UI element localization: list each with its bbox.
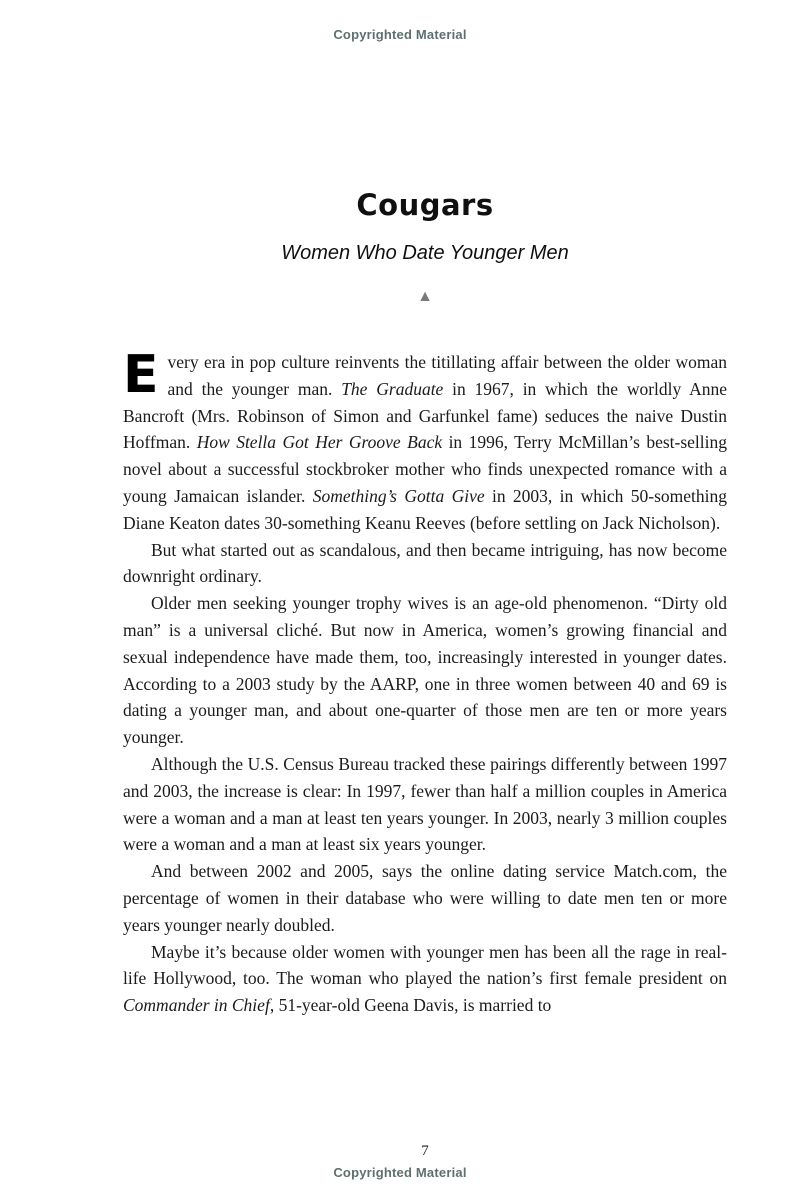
paragraph bbox=[123, 537, 727, 591]
paragraph bbox=[123, 939, 727, 1019]
plain-text: Maybe it’s because older women with younger men has been all the rage in real-life Hollywood, too. The woman who played the nation’s first female president on bbox=[123, 941, 727, 989]
plain-text: in 1996, Terry McMillan’s best-selling novel about a successful stockbroker mother who finds unexpected romance with a young Jamaican islander. bbox=[123, 432, 728, 506]
chapter-title: Cougars bbox=[356, 188, 494, 222]
plain-text: in 2003, in which 50-something Diane Keaton dates 30-something Keanu Reeves (before settling on Jack Nicholson). bbox=[123, 485, 727, 533]
drop-cap: E bbox=[123, 345, 159, 405]
italic-text: Something’s Gotta Give bbox=[312, 485, 485, 506]
italic-text: Commander in Chief bbox=[123, 995, 270, 1016]
body-text bbox=[123, 345, 728, 1019]
copyright-notice-bottom: Copyrighted Material bbox=[333, 1165, 467, 1180]
plain-text: very era in pop culture reinvents the titillating affair between the older woman and the younger man. bbox=[167, 352, 727, 399]
copyright-notice-top: Copyrighted Material bbox=[333, 27, 467, 42]
paragraph bbox=[123, 345, 728, 537]
page-content bbox=[0, 188, 800, 1019]
italic-text: The Graduate bbox=[341, 378, 444, 399]
plain-text: Older men seeking younger trophy wives is an age-old phenomenon. “Dirty old man” is a universal cliché. But now in America, women’s growing financial and sexual independence have made them, too, increasingly interested in younger dates. According to a 2003 study by the AARP, one in three women between 40 and 69 is dating a younger man, and about one-quarter of those men are ten or more years younger. bbox=[123, 593, 727, 748]
paragraph bbox=[123, 751, 727, 858]
plain-text: in 1967, in which the worldly Anne Bancroft (Mrs. Robinson of Simon and Garfunkel fame) seduces the naive Dustin Hoffman. bbox=[123, 378, 727, 453]
triangle-ornament-icon: ▲ bbox=[417, 288, 433, 305]
plain-text: Although the U.S. Census Bureau tracked these pairings differently between 1997 and 2003, the increase is clear: In 1997, fewer than half a million couples in America were a woman and a man at least ten years younger. In 2003, nearly 3 million couples were a woman and a man at least six years younger. bbox=[123, 753, 727, 855]
plain-text: And between 2002 and 2005, says the online dating service Match.com, the percentage of women in their database who were willing to date men ten or more years younger nearly doubled. bbox=[123, 861, 727, 935]
paragraph bbox=[123, 590, 727, 751]
paragraph bbox=[123, 858, 727, 938]
plain-text: But what started out as scandalous, and then became intriguing, has now become downright ordinary. bbox=[123, 539, 727, 587]
plain-text: , 51-year-old Geena Davis, is married to bbox=[269, 995, 552, 1016]
italic-text: How Stella Got Her Groove Back bbox=[196, 432, 443, 453]
page-number: 7 bbox=[421, 1143, 429, 1159]
chapter-subtitle: Women Who Date Younger Men bbox=[281, 242, 569, 264]
